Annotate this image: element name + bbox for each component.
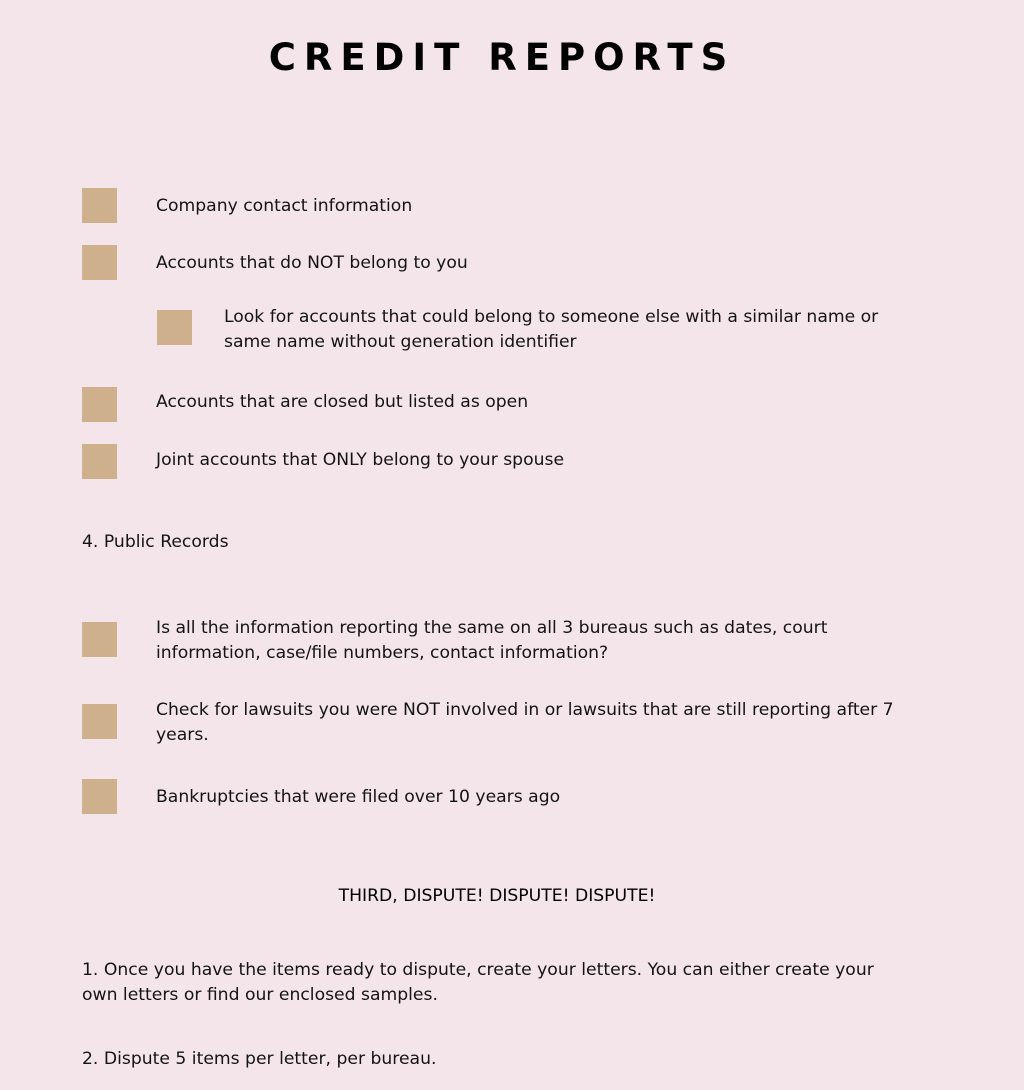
checkbox[interactable] xyxy=(82,245,117,280)
checkbox[interactable] xyxy=(82,622,117,657)
step-text: 1. Once you have the items ready to dispute, create your letters. You can either create your own letters or find our enclosed samples. xyxy=(82,960,874,1005)
checklist-item-label: Is all the information reporting the same on all 3 bureaus such as dates, court information, case/file numbers, contact information? xyxy=(156,618,828,663)
step-text: 2. Dispute 5 items per letter, per bureau. xyxy=(82,1049,437,1069)
checkbox[interactable] xyxy=(82,387,117,422)
checklist-item-label: Look for accounts that could belong to someone else with a similar name or same name without generation identifier xyxy=(224,307,879,352)
checklist-item-label: Bankruptcies that were filed over 10 years ago xyxy=(156,787,561,807)
checkbox[interactable] xyxy=(82,779,117,814)
checklist-item-label: Check for lawsuits you were NOT involved in or lawsuits that are still reporting after 7 years. xyxy=(156,700,894,745)
checklist-item-label: Company contact information xyxy=(156,196,413,216)
checkbox[interactable] xyxy=(82,444,117,479)
checklist-item-label: Accounts that are closed but listed as open xyxy=(156,392,529,412)
checkbox[interactable] xyxy=(82,704,117,739)
checkbox[interactable] xyxy=(157,310,192,345)
page-title: CREDIT REPORTS xyxy=(268,36,736,79)
section-heading: 4. Public Records xyxy=(82,532,229,552)
checkbox[interactable] xyxy=(82,188,117,223)
dispute-heading: THIRD, DISPUTE! DISPUTE! DISPUTE! xyxy=(338,886,656,906)
checklist-item-label: Accounts that do NOT belong to you xyxy=(156,253,468,273)
checklist-item-label: Joint accounts that ONLY belong to your spouse xyxy=(156,450,565,470)
